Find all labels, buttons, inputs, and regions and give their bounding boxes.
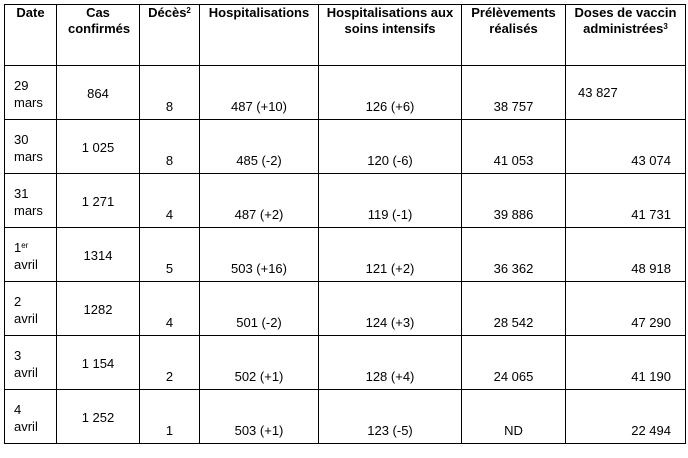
cas-cell: 864 <box>57 66 140 120</box>
hosp-si-cell: 124 (+3) <box>319 282 462 336</box>
cas-cell: 1 154 <box>57 336 140 390</box>
covid-stats-table <box>4 4 686 444</box>
hosp-si-cell: 120 (-6) <box>319 120 462 174</box>
date-cell: 1er avril <box>5 228 57 282</box>
date-cell: 3 avril <box>5 336 57 390</box>
doses-cell: 41 190 <box>566 336 686 390</box>
doses-cell: 43 827 <box>566 66 686 120</box>
header-cas-confirmes: Cas confirmés <box>57 5 140 66</box>
date-cell: 30 mars <box>5 120 57 174</box>
prelevements-cell: ND <box>462 390 566 444</box>
table-row <box>5 228 686 282</box>
doses-cell: 47 290 <box>566 282 686 336</box>
cas-cell: 1 271 <box>57 174 140 228</box>
hosp-cell: 503 (+16) <box>200 228 319 282</box>
date-cell: 29 mars <box>5 66 57 120</box>
deces-cell: 5 <box>140 228 200 282</box>
hosp-cell: 485 (-2) <box>200 120 319 174</box>
deces-cell: 1 <box>140 390 200 444</box>
prelevements-cell: 41 053 <box>462 120 566 174</box>
table-row <box>5 174 686 228</box>
deces-cell: 2 <box>140 336 200 390</box>
hosp-si-cell: 121 (+2) <box>319 228 462 282</box>
hosp-si-cell: 119 (-1) <box>319 174 462 228</box>
prelevements-cell: 36 362 <box>462 228 566 282</box>
table-row <box>5 390 686 444</box>
table-row <box>5 282 686 336</box>
prelevements-cell: 38 757 <box>462 66 566 120</box>
prelevements-cell: 24 065 <box>462 336 566 390</box>
deces-cell: 8 <box>140 66 200 120</box>
hosp-cell: 503 (+1) <box>200 390 319 444</box>
hosp-si-cell: 126 (+6) <box>319 66 462 120</box>
deces-cell: 8 <box>140 120 200 174</box>
hosp-si-cell: 123 (-5) <box>319 390 462 444</box>
header-prelevements: Prélèvements réalisés <box>462 5 566 66</box>
doses-cell: 43 074 <box>566 120 686 174</box>
cas-cell: 1282 <box>57 282 140 336</box>
deces-cell: 4 <box>140 282 200 336</box>
date-cell: 31 mars <box>5 174 57 228</box>
header-hospitalisations: Hospitalisations <box>200 5 319 66</box>
doses-cell: 41 731 <box>566 174 686 228</box>
header-doses-vaccin: Doses de vaccin administrées$^3$ <box>566 5 686 66</box>
cas-cell: 1 025 <box>57 120 140 174</box>
table-row <box>5 336 686 390</box>
doses-cell: 48 918 <box>566 228 686 282</box>
deces-cell: 4 <box>140 174 200 228</box>
hosp-cell: 487 (+10) <box>200 66 319 120</box>
header-row <box>5 5 686 66</box>
header-date: Date <box>5 5 57 66</box>
prelevements-cell: 28 542 <box>462 282 566 336</box>
table-row <box>5 66 686 120</box>
prelevements-cell: 39 886 <box>462 174 566 228</box>
cas-cell: 1 252 <box>57 390 140 444</box>
hosp-cell: 501 (-2) <box>200 282 319 336</box>
date-cell: 2 avril <box>5 282 57 336</box>
header-deces: Décès$^2$ <box>140 5 200 66</box>
date-cell: 4 avril <box>5 390 57 444</box>
hosp-si-cell: 128 (+4) <box>319 336 462 390</box>
table-row <box>5 120 686 174</box>
doses-cell: 22 494 <box>566 390 686 444</box>
cas-cell: 1314 <box>57 228 140 282</box>
hosp-cell: 502 (+1) <box>200 336 319 390</box>
hosp-cell: 487 (+2) <box>200 174 319 228</box>
header-hospitalisations-soins-intensifs: Hospitalisations aux soins intensifs <box>319 5 462 66</box>
